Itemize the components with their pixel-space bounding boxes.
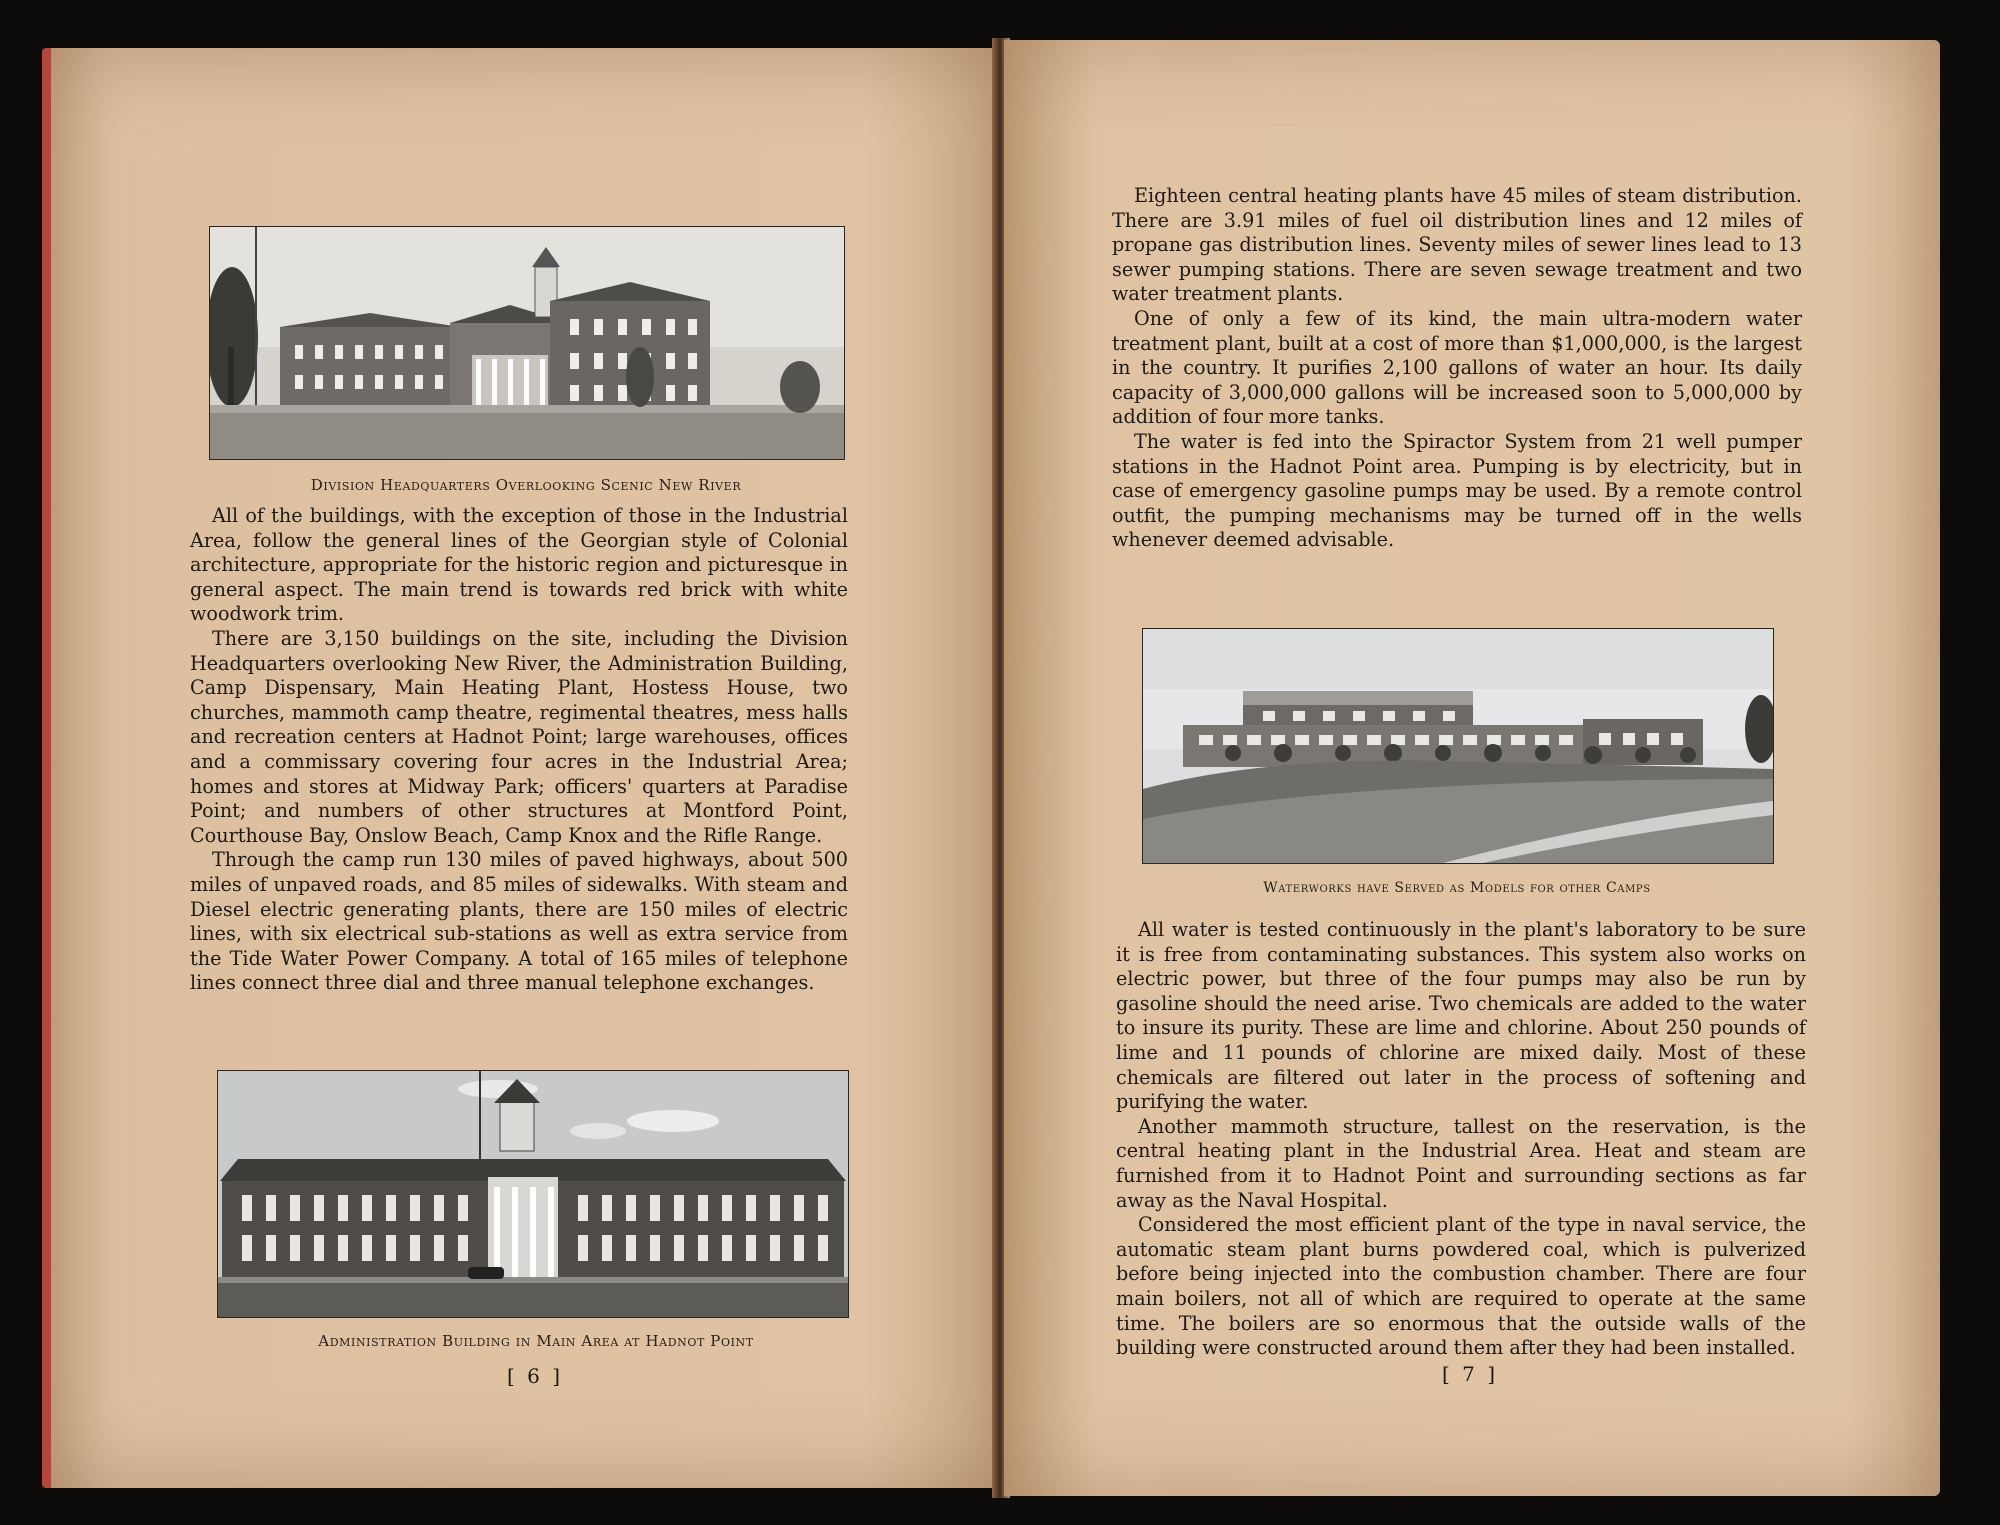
right-body-text-top — [1112, 184, 1802, 553]
waterworks-image — [1143, 629, 1773, 863]
right-body-text-bottom — [1116, 918, 1806, 1361]
booklet-spread — [42, 48, 1958, 1488]
paragraph: There are 3,150 buildings on the site, including the Division Headquarters overlooking New River, the Administration Building, Camp Dispensary, Main Heating Plant, Hostess House, two churches, mammoth camp theatre, regimental theatres, mess halls and recreation centers at Hadnot Point; large warehouses, offices and a commissary covering four acres in the Industrial Area; homes and stores at Midway Park; officers' quarters at Paradise Point; and numbers of other structures at Montford Point, Courthouse Bay, Onslow Beach, Camp Knox and the Rifle Range. — [190, 626, 848, 847]
paragraph: Through the camp run 130 miles of paved highways, about 500 miles of unpaved roads, and 85 miles of sidewalks. With steam and Diesel electric generating plants, there are 150 miles of electric lines, with six electrical sub-stations as well as extra service from the Tide Water Power Company. A total of 165 miles of telephone lines connect three dial and three manual telephone exchanges. — [190, 848, 848, 995]
division-headquarters-photo — [209, 226, 845, 460]
division-headquarters-image — [210, 227, 844, 459]
right-page — [1004, 40, 1940, 1496]
left-page — [42, 48, 1008, 1488]
page-number-6: [ 6 ] — [507, 1364, 564, 1388]
caption-division-headquarters: Division Headquarters Overlooking Scenic New River — [310, 476, 742, 494]
paragraph: The water is fed into the Spiractor System from 21 well pumper stations in the Hadnot Point area. Pumping is by electricity, but in case of emergency gasoline pumps may be used. By a remote control outfit, the pumping mechanisms may be turned off in the wells whenever deemed advisable. — [1112, 429, 1802, 552]
paragraph: All of the buildings, with the exception of those in the Industrial Area, follow the general lines of the Georgian style of Colonial architecture, appropriate for the historic region and picturesque in general aspect. The main trend is towards red brick with white woodwork trim. — [190, 504, 848, 626]
paragraph: Another mammoth structure, tallest on the reservation, is the central heating plant in the Industrial Area. Heat and steam are furnished from it to Hadnot Point and surrounding sections as far away as the Naval Hospital. — [1116, 1114, 1806, 1212]
page-number-7: [ 7 ] — [1442, 1362, 1499, 1386]
administration-building-image — [218, 1071, 848, 1317]
caption-administration-building: Administration Building in Main Area at Hadnot Point — [318, 1332, 754, 1350]
paragraph: Considered the most efficient plant of the type in naval service, the automatic steam plant burns powdered coal, which is pulverized before being injected into the combustion chamber. There are four main boilers, not all of which are required to operate at the same time. The boilers are so enormous that the outside walls of the building were constructed around them after they had been installed. — [1116, 1213, 1806, 1360]
administration-building-photo — [217, 1070, 849, 1318]
caption-waterworks: Waterworks have Served as Models for other Camps — [1263, 880, 1651, 896]
waterworks-photo — [1142, 628, 1774, 864]
paragraph: Eighteen central heating plants have 45 miles of steam distribution. There are 3.91 miles of fuel oil distribution lines and 12 miles of propane gas distribution lines. Seventy miles of sewer lines lead to 13 sewer pumping stations. There are seven sewage treatment and two water treatment plants. — [1112, 184, 1802, 306]
left-body-text — [190, 504, 848, 996]
paragraph: One of only a few of its kind, the main ultra-modern water treatment plant, built at a cost of more than $1,000,000, is the largest in the country. It purifies 2,100 gallons of water an hour. Its daily capacity of 3,000,000 gallons will be increased soon to 5,000,000 by addition of four more tanks. — [1112, 306, 1802, 429]
paragraph: All water is tested continuously in the plant's laboratory to be sure it is free from contaminating substances. This system also works on electric power, but three of the four pumps may also be run by gasoline should the need arise. Two chemicals are added to the water to insure its purity. These are lime and chlorine. About 250 pounds of lime and 11 pounds of chlorine are mixed daily. Most of these chemicals are filtered out later in the process of softening and purifying the water. — [1116, 918, 1806, 1114]
